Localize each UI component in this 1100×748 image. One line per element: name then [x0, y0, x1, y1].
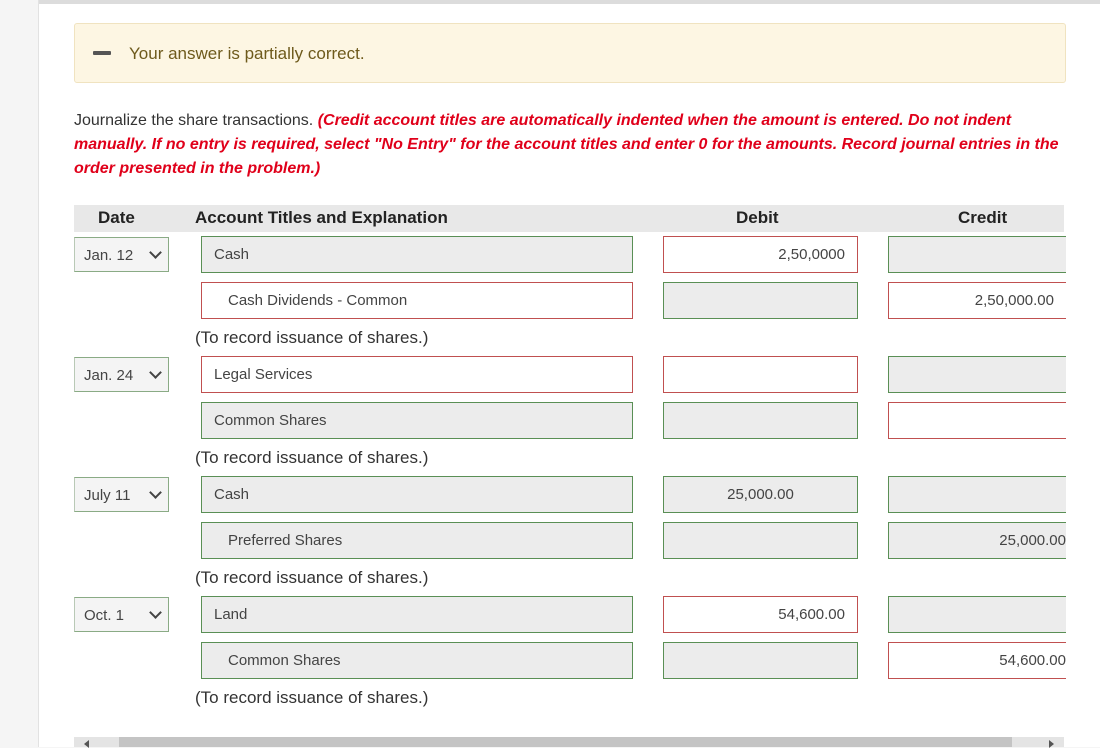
debit-input[interactable]: 2,50,0000	[663, 236, 858, 273]
header-credit: Credit	[958, 208, 1008, 227]
account-input[interactable]: Preferred Shares	[201, 522, 633, 559]
debit-input[interactable]	[663, 642, 858, 679]
alert-message: Your answer is partially correct.	[129, 44, 365, 63]
credit-input[interactable]: 54,600.00	[888, 642, 1066, 679]
entry-explanation: (To record issuance of shares.)	[195, 328, 429, 347]
table-header	[74, 205, 1064, 232]
account-input[interactable]: Common Shares	[201, 402, 633, 439]
entry-explanation: (To record issuance of shares.)	[195, 448, 429, 467]
horizontal-scrollbar[interactable]	[74, 737, 1064, 747]
chevron-down-icon	[149, 606, 162, 619]
chevron-down-icon	[149, 366, 162, 379]
header-account: Account Titles and Explanation	[195, 208, 448, 227]
account-input[interactable]: Cash Dividends - Common	[201, 282, 633, 319]
account-input[interactable]: Legal Services	[201, 356, 633, 393]
scrollbar-thumb[interactable]	[119, 737, 1012, 747]
debit-input[interactable]: 54,600.00	[663, 596, 858, 633]
entry-explanation: (To record issuance of shares.)	[195, 568, 429, 587]
account-input[interactable]: Cash	[201, 236, 633, 273]
chevron-down-icon	[149, 246, 162, 259]
date-select[interactable]: Oct. 1	[74, 597, 169, 632]
credit-input[interactable]: 25,000.00	[888, 522, 1066, 559]
top-bar	[39, 0, 1100, 4]
credit-input[interactable]	[888, 236, 1066, 273]
credit-input[interactable]	[888, 476, 1066, 513]
date-select[interactable]: Jan. 12	[74, 237, 169, 272]
header-date: Date	[98, 208, 135, 227]
partial-icon	[93, 51, 111, 55]
credit-input[interactable]	[888, 402, 1066, 439]
date-select[interactable]: Jan. 24	[74, 357, 169, 392]
feedback-alert	[74, 23, 1066, 83]
debit-input[interactable]	[663, 522, 858, 559]
credit-input[interactable]: 2,50,000.00	[888, 282, 1066, 319]
date-select[interactable]: July 11	[74, 477, 169, 512]
instructions	[74, 109, 1064, 181]
credit-input[interactable]	[888, 356, 1066, 393]
instructions-lead: Journalize the share transactions.	[74, 112, 318, 129]
chevron-down-icon	[149, 486, 162, 499]
debit-input[interactable]: 25,000.00	[663, 476, 858, 513]
credit-input[interactable]	[888, 596, 1066, 633]
debit-input[interactable]	[663, 356, 858, 393]
account-input[interactable]: Land	[201, 596, 633, 633]
page	[38, 0, 1100, 747]
account-input[interactable]: Cash	[201, 476, 633, 513]
debit-input[interactable]	[663, 402, 858, 439]
instructions-note: (Credit account titles are automatically indented when the amount is entered. Do not indent manually. If no entry is required, select "No Entry" for the account titles and enter 0 for the amounts. Record journal entries in the order presented in the problem.)	[74, 112, 1059, 177]
account-input[interactable]: Common Shares	[201, 642, 633, 679]
header-debit: Debit	[736, 208, 779, 227]
entry-explanation: (To record issuance of shares.)	[195, 688, 429, 707]
debit-input[interactable]	[663, 282, 858, 319]
